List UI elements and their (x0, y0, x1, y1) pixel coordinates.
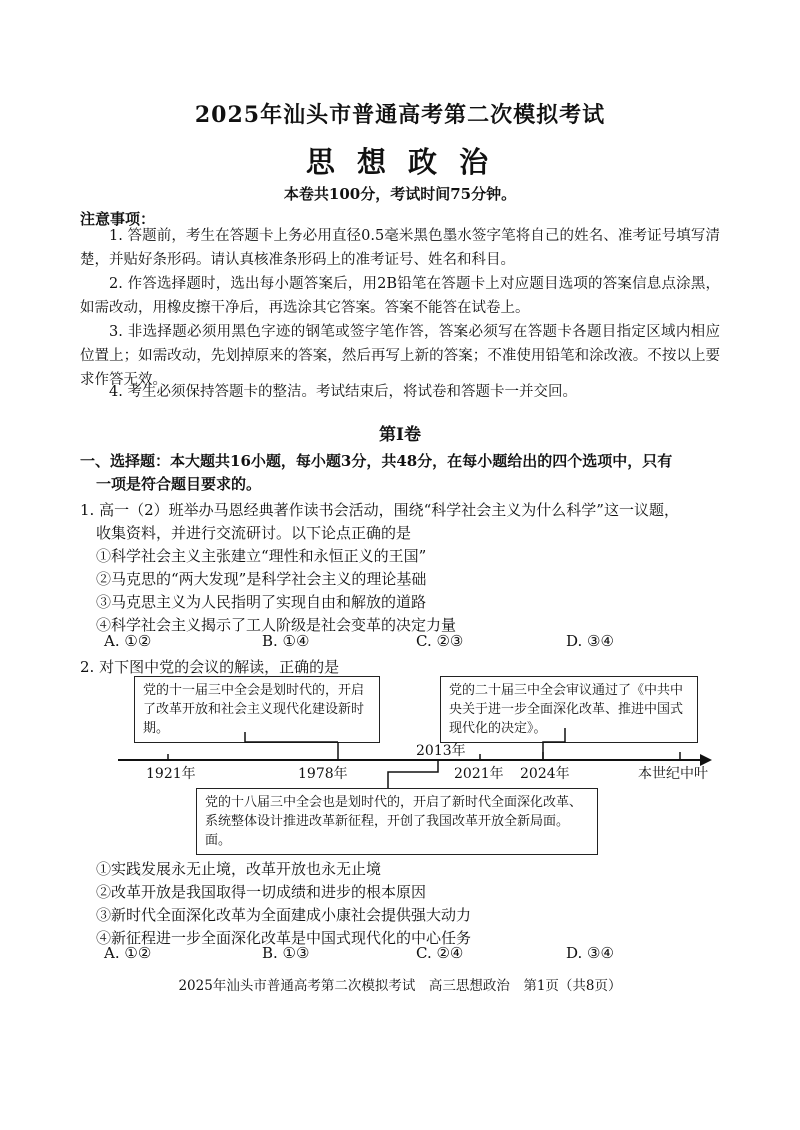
q2-stem: 2. 对下图中党的会议的解读，正确的是 (80, 658, 340, 676)
q1-option-d[interactable]: D. ③④ (566, 632, 614, 650)
q1-stem-line1: 1. 高一（2）班举办马恩经典著作读书会活动，围绕“科学社会主义为什么科学”这一议题， (80, 501, 679, 519)
connector-2013 (388, 760, 438, 788)
section-title: 第Ⅰ卷 (379, 425, 421, 445)
q2-option-c[interactable]: C. ②④ (416, 944, 464, 962)
notice-heading: 注意事项： (80, 210, 156, 228)
notice-item-3: 3. 非选择题必须用黑色字迹的钢笔或签字笔作答，答案必须写在答题卡各题目指定区域内相应位置上；如需改动，先划掉原来的答案，然后再写上新的答案；不准使用铅笔和涂改液。不按以上要求作答无效。 (80, 324, 720, 388)
section-intro-line2: 一项是符合题目要求的。 (96, 475, 262, 493)
q2-option-b[interactable]: B. ①③ (262, 944, 310, 962)
notice-item-4: 4. 考生必须保持答题卡的整洁。考试结束后，将试卷和答题卡一并交回。 (109, 384, 577, 400)
q1-option-a[interactable]: A. ①② (104, 632, 152, 650)
q2-option-a[interactable]: A. ①② (104, 944, 152, 962)
label-2024: 2024年 (520, 766, 570, 782)
label-1921: 1921年 (146, 766, 196, 782)
q1-statement-3: ③马克思主义为人民指明了实现自由和解放的道路 (96, 593, 427, 611)
label-2013: 2013年 (416, 743, 466, 759)
notice-item-2: 2. 作答选择题时，选出每小题答案后，用2B铅笔在答题卡上对应题目选项的答案信息点涂黑，如需改动，用橡皮擦干净后，再选涂其它答案。答案不能答在试卷上。 (80, 276, 720, 316)
timeline-box-2024: 党的二十届三中全会审议通过了《中共中央关于进一步全面深化改革、推进中国式现代化的决定》。 (440, 676, 698, 743)
subject-title: 思 想 政 治 (305, 145, 495, 179)
q2-statement-3: ③新时代全面深化改革为全面建成小康社会提供强大动力 (96, 906, 472, 924)
label-2021: 2021年 (454, 766, 504, 782)
q1-statement-1: ①科学社会主义主张建立“理性和永恒正义的王国” (96, 547, 427, 565)
q1-stem-line2: 收集资料，并进行交流研讨。以下论点正确的是 (96, 524, 412, 542)
label-end: 本世纪中叶 (638, 766, 708, 782)
q1-statement-4: ④科学社会主义揭示了工人阶级是社会变革的决定力量 (96, 616, 457, 634)
label-1978: 1978年 (298, 766, 348, 782)
notice-item-1: 1. 答题前，考生在答题卡上务必用直径0.5毫米黑色墨水签字笔将自己的姓名、准考证号填写清楚，并贴好条形码。请认真核准条形码上的准考证号、姓名和科目。 (80, 228, 720, 268)
q2-statement-1: ①实践发展永无止境，改革开放也永无止境 (96, 860, 382, 878)
q2-statement-4: ④新征程进一步全面深化改革是中国式现代化的中心任务 (96, 929, 472, 947)
exam-title: 2025年汕头市普通高考第二次模拟考试 (194, 102, 606, 128)
q2-statement-2: ②改革开放是我国取得一切成绩和进步的根本原因 (96, 883, 427, 901)
page-footer: 2025年汕头市普通高考第二次模拟考试 高三思想政治 第1页（共8页） (178, 978, 622, 994)
section-intro-line1: 一、选择题：本大题共16小题，每小题3分，共48分，在每小题给出的四个选项中，只有 (80, 452, 673, 470)
timeline-box-2013: 党的十八届三中全会也是划时代的，开启了新时代全面深化改革、系统整体设计推进改革新征程，开创了我国改革开放全新局面。面。 (196, 788, 598, 855)
q1-option-c[interactable]: C. ②③ (416, 632, 464, 650)
q1-option-b[interactable]: B. ①④ (262, 632, 310, 650)
exam-info: 本卷共100分，考试时间75分钟。 (283, 185, 517, 203)
q1-statement-2: ②马克思的“两大发现”是科学社会主义的理论基础 (96, 570, 427, 588)
q2-option-d[interactable]: D. ③④ (566, 944, 614, 962)
timeline-box-1978: 党的十一届三中全会是划时代的，开启了改革开放和社会主义现代化建设新时期。 (134, 676, 380, 743)
